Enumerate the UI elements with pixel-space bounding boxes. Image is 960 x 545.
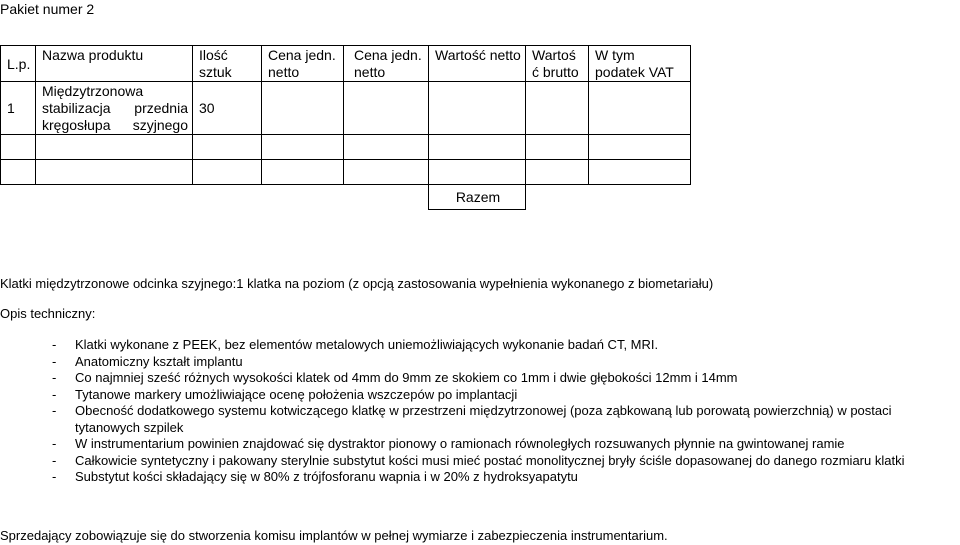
bullet-dash: - xyxy=(52,386,57,402)
tech-description-label: Opis techniczny: xyxy=(0,306,96,321)
list-item: - Anatomiczny kształt implantu xyxy=(52,353,243,369)
bullet-dash: - xyxy=(52,403,57,418)
seller-statement: Sprzedający zobowiązuje się do stworzenia komisu implantów w pełnej wymiarze i zabezpieczenia instrumentarium. xyxy=(0,528,668,543)
bullet-dash: - xyxy=(52,370,57,385)
header-value-net: Wartość netto xyxy=(429,46,526,82)
list-item: - Co najmniej sześć różnych wysokości klatek od 4mm do 9mm ze skokiem co 1mm i dwie głębokości 12mm i 14mm xyxy=(52,370,738,385)
list-item: - W instrumentarium powinien znajdować się dystraktor pionowy o ramionach równoległych rozsuwanych płynnie na gwintowanej ramie xyxy=(52,436,845,451)
row-name: Międzytrzonowa stabilizacja przednia kręgosłupa szyjnego xyxy=(36,82,193,135)
list-item: - Obecność dodatkowego systemu kotwiczącego klatkę w przestrzeni międzytrzonowej (poza ząbkowaną lub porowatą powierzchnią) w postaci tytanowych szpilek xyxy=(52,403,892,435)
table-row-empty xyxy=(1,135,691,160)
list-item: - Klatki wykonane z PEEK, bez elementów metalowych uniemożliwiających wykonanie badań CT, MRI. xyxy=(52,337,659,352)
header-vat: W tym podatek VAT xyxy=(589,46,691,82)
header-qty: Ilość sztuk xyxy=(193,46,262,82)
table-row-empty xyxy=(1,160,691,185)
bullet-dash: - xyxy=(52,436,57,451)
row-vat xyxy=(589,82,691,135)
table-total-row xyxy=(1,185,691,210)
total-label: Razem xyxy=(429,185,526,210)
row-qty: 30 xyxy=(193,82,262,135)
price-table xyxy=(0,45,691,210)
header-lp: L.p. xyxy=(1,46,36,82)
header-name: Nazwa produktu xyxy=(36,46,193,82)
package-title: Pakiet numer 2 xyxy=(0,1,95,17)
product-description: Klatki międzytrzonowe odcinka szyjnego:1 klatka na poziom (z opcją zastosowania wypełnienia wykonanego z biometariału) xyxy=(0,276,714,291)
row-unit-net-2 xyxy=(344,82,429,135)
header-value-gross: Wartoś ć brutto xyxy=(526,46,589,82)
header-unit-net-1: Cena jedn. netto xyxy=(262,46,344,82)
list-item: - Tytanowe markery umożliwiające ocenę położenia wszczepów po implantacji xyxy=(52,386,518,402)
bullet-dash: - xyxy=(52,337,57,352)
row-value-net xyxy=(429,82,526,135)
bullet-dash: - xyxy=(52,452,57,468)
tech-requirements-list xyxy=(0,337,960,486)
list-item: - Substytut kości składający się w 80% z trójfosforanu wapnia i w 20% z hydroksyapatytu xyxy=(52,469,578,484)
bullet-dash: - xyxy=(52,469,57,484)
row-value-gross xyxy=(526,82,589,135)
row-lp: 1 xyxy=(1,82,36,135)
row-unit-net-1 xyxy=(262,82,344,135)
bullet-dash: - xyxy=(52,353,57,369)
table-header-row xyxy=(1,46,691,82)
list-item: - Całkowicie syntetyczny i pakowany sterylnie substytut kości musi mieć postać monolitycznej bryły ściśle dopasowanej do danego rozmiaru klatki xyxy=(52,452,905,468)
table-row xyxy=(1,82,691,135)
header-unit-net-2: Cena jedn. netto xyxy=(344,46,429,82)
